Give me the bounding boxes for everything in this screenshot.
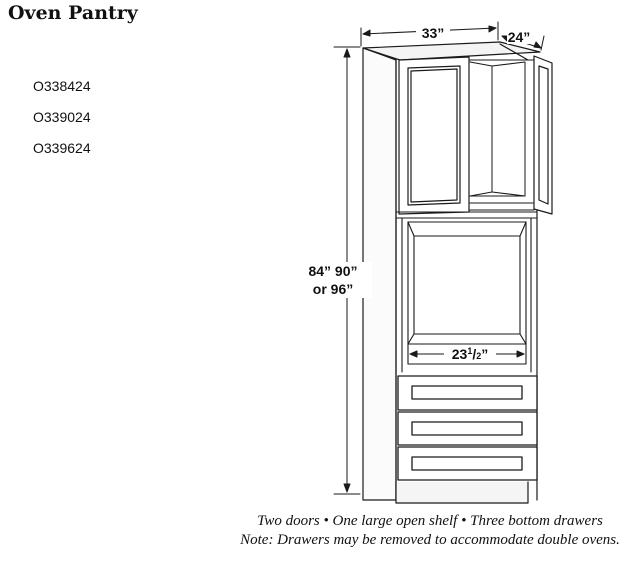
drawer xyxy=(398,412,537,445)
width-label: 33” xyxy=(421,25,445,41)
oven-opening xyxy=(408,222,526,364)
height-label-line1: 84” 90” xyxy=(308,263,358,279)
right-door xyxy=(534,56,552,214)
opening-width-label: $23^1/2$” xyxy=(451,346,489,362)
model-number: O338424 xyxy=(33,78,91,94)
drawer xyxy=(398,376,537,410)
drawer-stack xyxy=(398,376,537,480)
page-title: Oven Pantry xyxy=(8,2,138,24)
depth-label: 24” xyxy=(507,29,531,45)
height-label-line2: or 96” xyxy=(312,281,354,297)
model-number: O339624 xyxy=(33,140,91,156)
model-number: O339024 xyxy=(33,109,91,125)
caption-line-features: Two doors • One large open shelf • Three bottom drawers xyxy=(257,513,603,529)
drawer xyxy=(398,447,537,480)
caption-line-note: Note: Drawers may be removed to accommodate double ovens. xyxy=(240,532,620,548)
left-door xyxy=(399,57,469,214)
description-caption xyxy=(0,512,640,550)
